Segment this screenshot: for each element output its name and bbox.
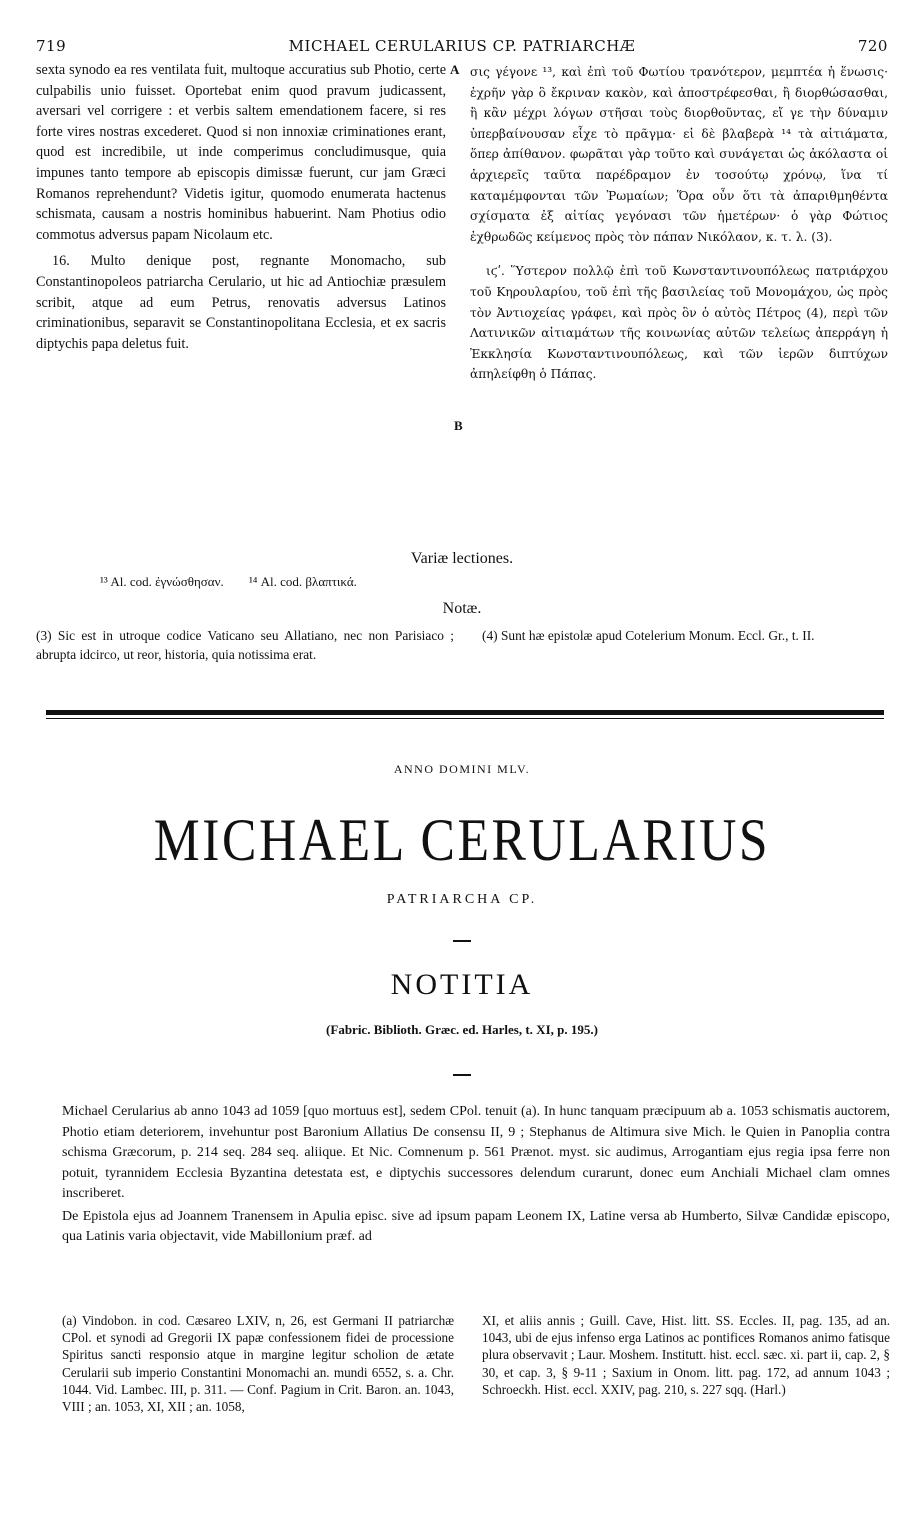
column-marker-b: B [454,418,463,433]
notitia-heading: NOTITIA [390,968,534,1001]
body-paragraph-1: Michael Cerularius ab anno 1043 ad 1059 [quo mortuus est], sedem CPol. tenuit (a). In hunc tanquam præcipuum ab a. 1053 schismatis auctorem, Photio etiam deteriorem, invehuntur post Baronium Allatius De consensu II, 9 ; Stephanus de Altimura sive Mich. le Quien in Panoplia contra schisma Græcorum, p. 214 seq. 284 seq. aliique. Et Nic. Comnenum p. 561 Prænot. myst. sic audimus, Arrogantiam ejus regia ipsa ferre non potuit, tyrannidem Ecclesia Byzantina detestata est, e diptychis successores delendum curarunt, donec eum Anchiali Michael clam omnes inscriberet. [62,1104,890,1201]
anno-domini: ANNO DOMINI MLV. [393,762,531,776]
footnote-a-left: (a) Vindobon. in cod. Cæsareo LXIV, n, 26, est Germani II patriarchæ CPol. et synodi ad Gregorii IX papæ confessionem fidei de processione Spiritus sancti responsio atque in margine legitur scholion de ætate Cerularii sub imperio Constantini Monomachi an. mundi 6552, s. a. Chr. 1044. Vid. Lambec. III, p. 311. — Conf. Pagium in Crit. Baron. an. 1043, VIII ; an. 1053, XI, XII ; an. 1058, [62,1313,454,1415]
short-rule-1 [453,940,471,942]
variae-lectiones-list [100,574,379,590]
page-number-left: 719 [36,37,67,55]
variant-14: ¹⁴ Al. cod. βλαπτικά. [248,574,357,589]
variae-lectiones-title: Variæ lectiones. [410,550,514,567]
source-citation: (Fabric. Biblioth. Græc. ed. Harles, t. XI, p. 195.) [326,1022,598,1037]
column-marker-a: A [450,62,460,77]
page-number-right: 720 [857,37,888,55]
note-3: (3) Sic est in utroque codice Vaticano seu Allatiano, nec non Parisiaco ; abrupta idcirco, ut reor, historia, quia notissima erat. [36,628,454,662]
note-4: (4) Sunt hæ epistolæ apud Cotelerium Monum. Eccl. Gr., t. II. [482,628,815,643]
body-paragraph-2: De Epistola ejus ad Joannem Tranensem in Apulia episc. sive ad ipsum papam Leonem IX, Latine versa ab Humberto, Silvæ Candidæ episcopo, qua Latinis varia objectavit, vide Mabillonium præf. ad [62,1208,890,1244]
author-title: MICHAEL CERULARIUS [153,807,771,873]
author-subtitle: PATRIARCHA CP. [386,892,538,907]
section-divider-thin [46,718,884,719]
notae-title: Notæ. [442,600,482,617]
section-divider-thick [46,710,884,715]
latin-paragraph-2: 16. Multo denique post, regnante Monomacho, sub Constantinopoleos patriarcha Cerulario, ut hic ad Antiochiæ præsulem scribit, atque ad eum Petrus, renovatis adversus Latinos criminationibus, separavit se Constantinopolitana Ecclesia, et ex sacris diptychis papa deletus fuit. [36,253,446,352]
greek-column [470,62,888,385]
latin-column [36,60,446,354]
greek-paragraph-1: σις γέγονε ¹³, καὶ ἐπὶ τοῦ Φωτίου τρανότερον, μεμπτέα ἡ ἕνωσις· ἐχρῆν γὰρ ὃ ἔκριναν κακὸν, καὶ ἀποστρέφεσθαι, ἢ διορθώσασθαι, ἢ κἂν μέχρι λόγων στῆσαι τοὺς διορθοῦντας, εἴ γε τὴν δύναμιν ὑπερβαίνουσαν εἶχε τὸ πρᾶγμα· εἰ δὲ βλαβερὰ ¹⁴ τὰ αἰτιάματα, ὅπερ ἀπίθανον. φωρᾶται γὰρ τοῦτο καὶ συνάγεται ὡς ἀκόλαστα οἱ ἀρχιερεῖς ταῦτα παρέδραμον ἐν τοσούτῳ χρόνῳ, ἵνα τί καταμέμφονται τῶν Ῥωμαίων; Ὅρα οὖν ὅτι τὰ ἀπαριθμηθέντα σχίσματα ἐξ αἰτίας γεγόνασι τῶν ἡμετέρων· ὁ γὰρ Φώτιος ἐχθρωδῶς κείμενος πρὸς τὸν πάπαν Νικόλαον, κ. τ. λ. (3). [470,65,888,244]
short-rule-2 [453,1074,471,1076]
footnote-a-right: XI, et aliis annis ; Guill. Cave, Hist. litt. SS. Eccles. II, pag. 135, ad an. 1043, ubi de ejus infenso erga Latinos ac pontifices Romanos animo fatisque plura observavit ; Laur. Moshem. Institutt. hist. eccl. sæc. xi. part ii, cap. 2, § 30, et cap. 3, § 9-11 ; Saxium in Onom. litt. pag. 172, ad annum 1043 ; Schroeckh. Hist. eccl. XXIV, pag. 210, s. 227 sqq. (Harl.) [482,1313,890,1397]
notitia-body [62,1102,890,1248]
greek-paragraph-2: ιϛʹ. Ὕστερον πολλῷ ἐπὶ τοῦ Κωνσταντινουπόλεως πατριάρχου τοῦ Κηρουλαρίου, τοῦ ἐπὶ τῆς βασιλείας τοῦ Μονομάχου, ὡς πρὸς τὸν Ἀντιοχείας γράφει, καὶ πρὸς ὃν ὁ αὐτὸς Πέτρος (4), περὶ τῶν Λατινικῶν αἰτιαμάτων τῆς κοινωνίας αὐτῶν τελείως ἀπερράγη ἡ Ἐκκλησία Κωνσταντινουπόλεως, καὶ τῶν ἱερῶν διπτύχων ἀπηλείφθη ὁ Πάπας. [470,264,888,382]
latin-paragraph-1: sexta synodo ea res ventilata fuit, multoque accuratius sub Photio, certe culpabilis unio fuisset. Oportebat enim quod pravum judicassent, aversari vel corrigere : et verbis saltem emendationem facere, si res forte vires nostras excederet. Quod si non innoxiæ criminationes erant, quod est incredibile, ut inde comperimus concludimusque, quia impunes tanto tempore ab episcopis dimissæ fuerunt, cur jam Græci Romanos reprehendunt? Videtis igitur, quomodo enumerata hactenus schismata, causam a nostris hominibus habuerint. Nam Photius odio commotus adversus papam Nicolaum etc. [36,62,446,243]
variant-13: ¹³ Al. cod. ἐγνώσθησαν. [100,574,224,589]
running-title: MICHAEL CERULARIUS CP. PATRIARCHÆ [288,37,636,55]
running-head [36,36,888,56]
